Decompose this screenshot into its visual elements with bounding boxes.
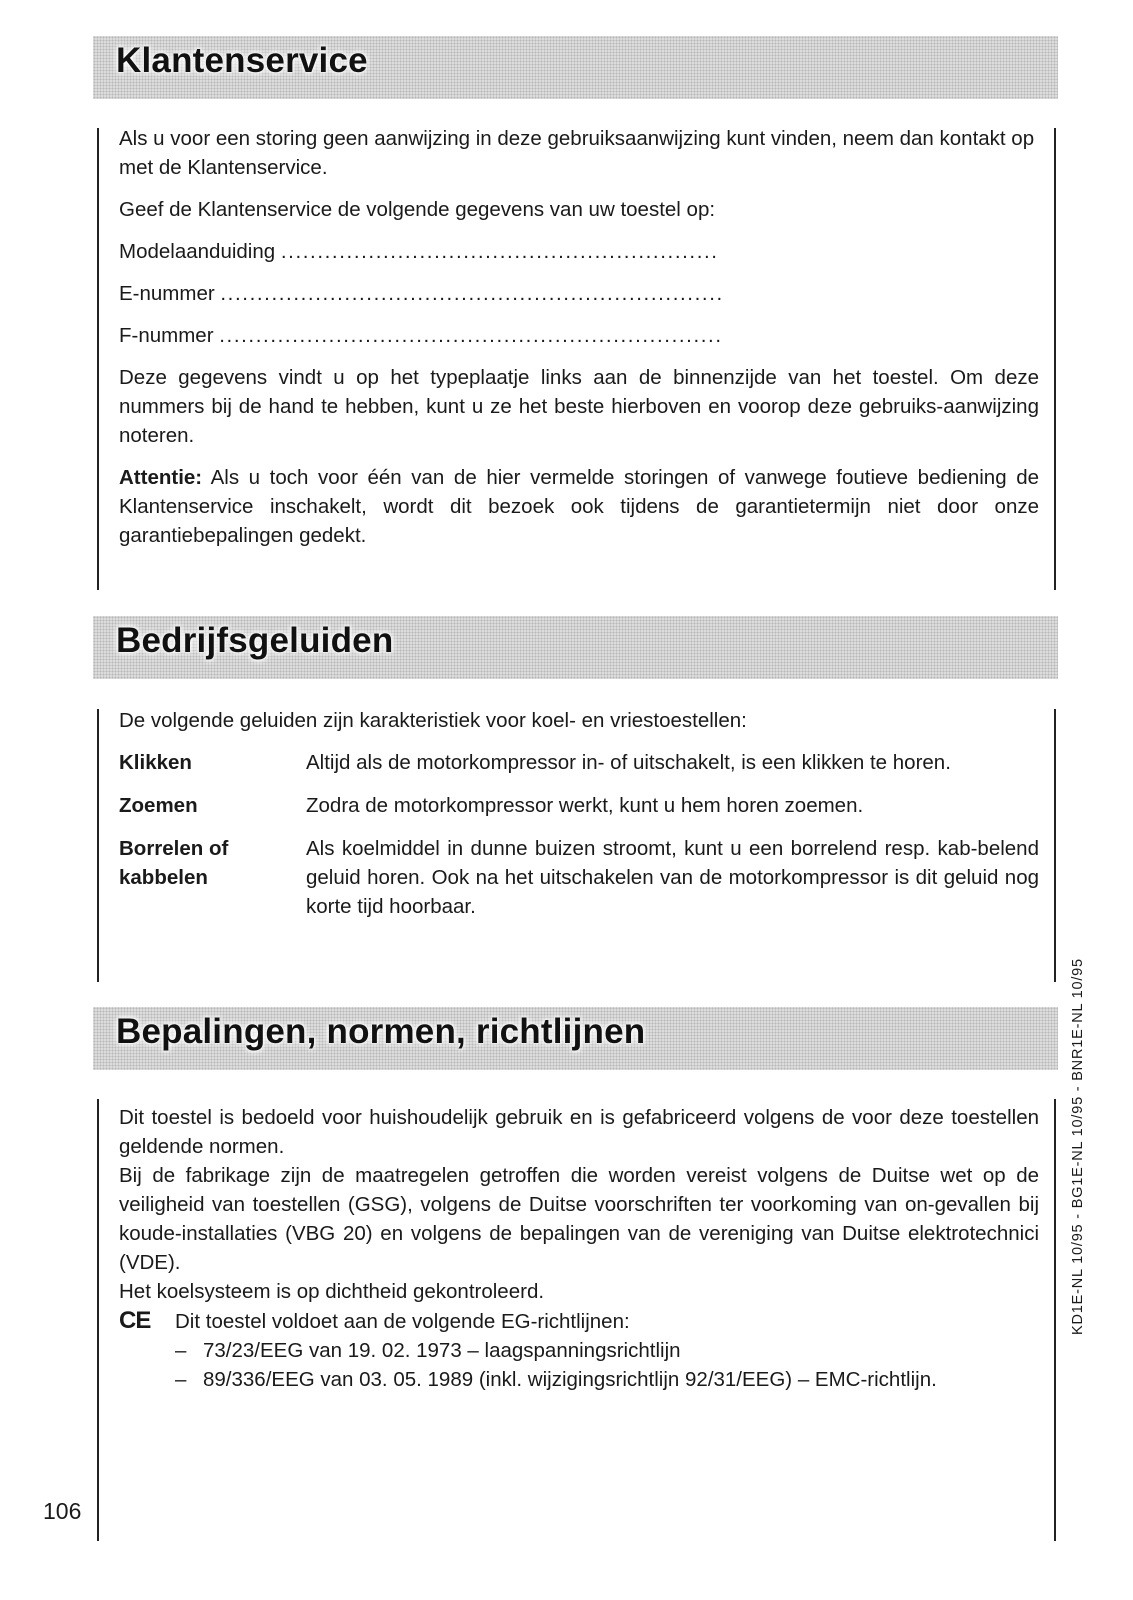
bepalingen-para3: Het koelsysteem is op dichtheid gekontroleerd. [119,1280,545,1303]
field-model-dots: ............................................................ [280,240,719,263]
ce-line [119,1306,1039,1336]
bepalingen-para2: Bij de fabrikage zijn de maatregelen getroffen die worden vereist volgens de Duitse wet op de veiligheid van toestellen (GSG), volgens de Duitse voorschriften ter voorkoming van on-gevallen bij koude-installaties (VBG 20) en volgens de bepalingen van de vereniging van Duitse elektrotechnici (VDE). [119,1164,1039,1274]
margin-rule-left [97,1099,99,1541]
field-e-number-label: E-nummer [119,282,215,305]
bedrijfsgeluiden-body [119,706,1039,921]
klantenservice-intro: Als u voor een storing geen aanwijzing in deze gebruiksaanwijzing kunt vinden, neem dan kontakt op met de Klantenservice. [119,127,1035,179]
field-model [119,237,1039,266]
section-title-bepalingen: Bepalingen, normen, richtlijnen [116,1012,646,1051]
bepalingen-banner [93,1007,1058,1070]
directive-text: 73/23/EEG van 19. 02. 1973 – laagspanningsrichtlijn [203,1339,681,1362]
bepalingen-body [119,1103,1039,1394]
attention-label: Attentie: [119,466,203,489]
klantenservice-banner [93,36,1058,99]
attention-text: Als u toch voor één van de hier vermelde storingen of vanwege foutieve bediening de Klantenservice inschakelt, wordt dit bezoek ook tijdens de garantietermijn niet door onze garantiebepalingen gedekt. [119,466,1039,547]
margin-rule-right [1054,128,1056,590]
margin-rule-right [1054,709,1056,982]
bepalingen-para1: Dit toestel is bedoeld voor huishoudelijk gebruik en is gefabriceerd volgens de voor deze toestellen geldende normen. [119,1106,1039,1158]
page-number: 106 [43,1498,82,1524]
margin-rule-left [97,709,99,982]
field-f-number-dots: ..................................................................... [219,324,723,347]
section-title-klantenservice: Klantenservice [116,41,368,80]
document-code: KD1E-NL 10/95 - BG1E-NL 10/95 - BNR1E-NL 10/95 [1070,958,1086,1335]
noise-description: Zodra de motorkompressor werkt, kunt u hem horen zoemen. [306,794,864,817]
location-note: Deze gegevens vindt u op het typeplaatje links aan de binnenzijde van het toestel. Om deze nummers bij de hand te hebben, kunt u ze het beste hierboven en voorop deze gebruiks-aanwijzing noteren. [119,366,1039,447]
field-model-label: Modelaanduiding [119,240,276,263]
section-title-bedrijfsgeluiden: Bedrijfsgeluiden [116,621,394,660]
noise-term: Borrelen of kabbelen [119,837,229,889]
noise-term: Zoemen [119,794,198,817]
field-f-number-label: F-nummer [119,324,214,347]
ce-mark-icon: CE [119,1307,151,1334]
klantenservice-instruction: Geef de Klantenservice de volgende gegevens van uw toestel op: [119,198,716,221]
bedrijfsgeluiden-intro: De volgende geluiden zijn karakteristiek voor koel- en vriestoestellen: [119,709,747,732]
directive-item [175,1365,1039,1394]
attention-paragraph [119,463,1039,550]
dash-icon: – [175,1339,187,1362]
field-e-number [119,279,1039,308]
directive-item [175,1336,1039,1365]
noise-description: Als koelmiddel in dunne buizen stroomt, kunt u een borrelend resp. kab-belend geluid horen. Ook na het uitschakelen van de motorkompressor is dit geluid nog korte tijd hoorbaar. [306,837,1039,918]
field-f-number [119,321,1039,350]
field-e-number-dots: ..................................................................... [220,282,724,305]
dash-icon: – [175,1368,187,1391]
klantenservice-body [119,124,1039,563]
noise-term: Klikken [119,751,192,774]
noise-description: Altijd als de motorkompressor in- of uitschakelt, is een klikken te horen. [306,751,951,774]
bedrijfsgeluiden-banner [93,616,1058,679]
margin-rule-right [1054,1099,1056,1541]
ce-text: Dit toestel voldoet aan de volgende EG-richtlijnen: [175,1310,630,1333]
noise-list [119,748,1039,921]
directive-text: 89/336/EEG van 03. 05. 1989 (inkl. wijzigingsrichtlijn 92/31/EEG) – EMC-richtlijn. [203,1368,937,1391]
margin-rule-left [97,128,99,590]
